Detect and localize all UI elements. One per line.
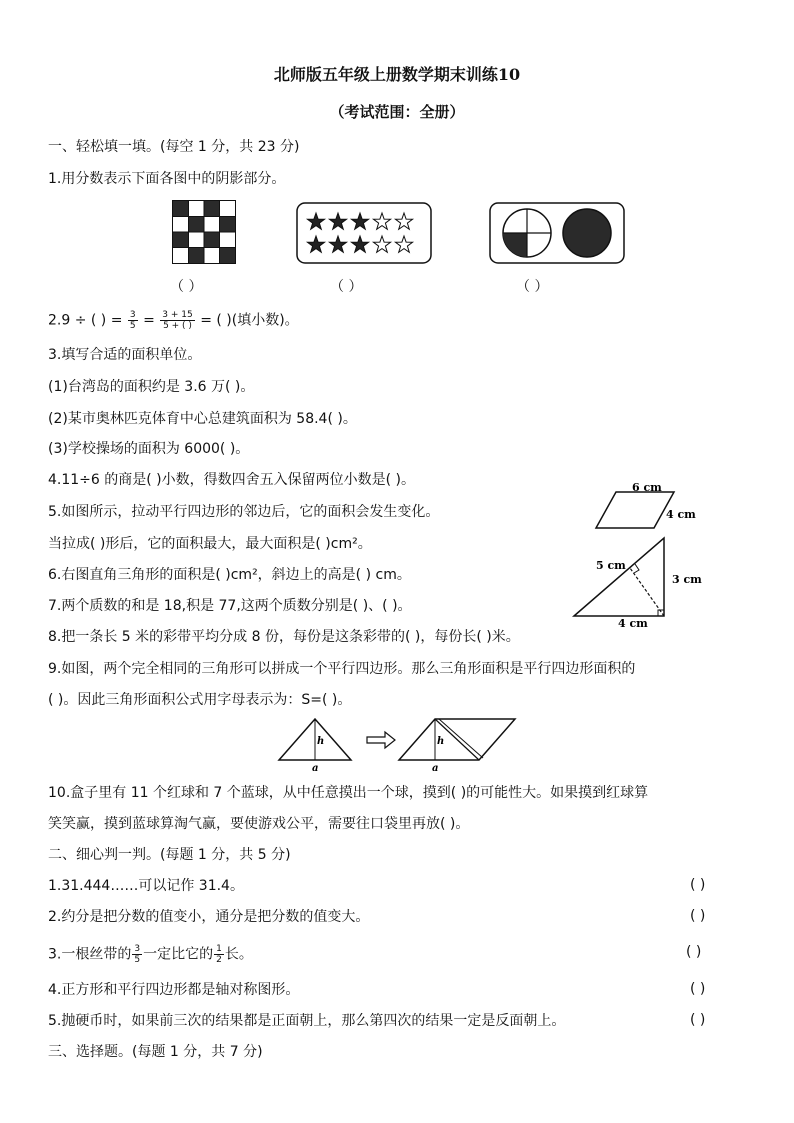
judge-3-blank[interactable]: ( ) — [686, 944, 702, 960]
shaded-circle — [563, 209, 611, 257]
grid-lines — [173, 201, 235, 263]
star-filled-icon — [307, 213, 324, 229]
arrow-right-icon — [367, 732, 395, 748]
answer-blank-c[interactable]: （ ） — [516, 279, 549, 295]
fraction-3-5 — [132, 944, 142, 965]
q10a-text: 10.盒子里有 11 个红球和 7 个蓝球，从中任意摸出一个球，摸到( )的可能性大。如果摸到红球算 — [48, 785, 649, 801]
q2-equals: = — [143, 312, 155, 329]
star-empty-icon — [373, 213, 390, 229]
judge-2-blank[interactable]: ( ) — [690, 908, 706, 924]
label-a: a — [432, 763, 439, 772]
q10b-text: 笑笑赢，摸到蓝球算淘气赢，要使游戏公平，需要往口袋里再放( )。 — [48, 816, 470, 832]
star-empty-icon — [395, 213, 412, 229]
judge-1-text: 1.31.444……可以记作 31.4。 — [48, 878, 244, 894]
section2-heading: 二、细心判一判。(每题 1 分，共 5 分) — [48, 847, 291, 863]
answer-blank-b[interactable]: （ ） — [330, 279, 363, 295]
checkerboard-figure — [172, 200, 236, 264]
judge-3-line — [48, 944, 253, 965]
q2-part2: = ( )(填小数)。 — [200, 312, 299, 329]
q2-line — [48, 310, 299, 331]
fraction-numerator: 3 — [134, 944, 141, 954]
judge-5-text: 5.抛硬币时，如果前三次的结果都是正面朝上，那么第四次的结果一定是反面朝上。 — [48, 1013, 566, 1029]
fraction-denominator: 5 + ( ) — [163, 321, 192, 331]
q7-text: 7.两个质数的和是 18,积是 77,这两个质数分别是( )、( )。 — [48, 598, 412, 614]
section3-heading: 三、选择题。(每题 1 分，共 7 分) — [48, 1044, 263, 1060]
star-empty-icon — [395, 236, 412, 252]
judge-1-blank[interactable]: ( ) — [690, 877, 706, 893]
fraction-expression — [160, 310, 194, 331]
q9a-text: 9.如图，两个完全相同的三角形可以拼成一个平行四边形。那么三角形面积是平行四边形面积的 — [48, 661, 636, 677]
page-title: 北师版五年级上册数学期末训练10 — [273, 65, 521, 84]
fraction-numerator: 3 + 15 — [162, 310, 193, 320]
star-empty-icon — [373, 236, 390, 252]
star-filled-icon — [329, 236, 346, 252]
q5b-text: 当拉成( )形后，它的面积最大，最大面积是( )cm²。 — [48, 536, 372, 552]
q1-text: 1.用分数表示下面各图中的阴影部分。 — [48, 171, 286, 187]
q8-text: 8.把一条长 5 米的彩带平均分成 8 份，每份是这条彩带的( )，每份长( )米。 — [48, 629, 520, 645]
judge-3-pre: 3.一根丝带的 — [48, 946, 132, 963]
fraction-denominator: 2 — [216, 955, 222, 965]
star-filled-icon — [329, 213, 346, 229]
q3-1-text: (1)台湾岛的面积约是 3.6 万( )。 — [48, 379, 255, 395]
star-filled-icon — [307, 236, 324, 252]
judge-4-blank[interactable]: ( ) — [690, 981, 706, 997]
label-h: h — [317, 736, 325, 747]
q9b-text: ( )。因此三角形面积公式用字母表示为：S=( )。 — [48, 692, 352, 708]
triangle-to-parallelogram-figure — [275, 716, 525, 772]
label-a: a — [312, 763, 319, 772]
q5a-text: 5.如图所示，拉动平行四边形的邻边后，它的面积会发生变化。 — [48, 504, 440, 520]
judge-3-post: 长。 — [224, 946, 253, 963]
fraction-denominator: 5 — [134, 955, 141, 965]
fraction-1-2 — [214, 944, 224, 965]
label-5cm: 5 cm — [596, 559, 626, 572]
label-h: h — [437, 736, 445, 747]
fraction-numerator: 1 — [216, 944, 222, 954]
q4-text: 4.11÷6 的商是( )小数，得数四舍五入保留两位小数是( )。 — [48, 472, 416, 488]
circles-figure — [489, 202, 625, 264]
judge-3-mid: 一定比它的 — [143, 946, 214, 963]
q3-2-text: (2)某市奥林匹克体育中心总建筑面积为 58.4( )。 — [48, 411, 357, 427]
judge-5-blank[interactable]: ( ) — [690, 1012, 706, 1028]
page-subtitle: （考试范围：全册） — [329, 103, 465, 121]
q3-text: 3.填写合适的面积单位。 — [48, 347, 202, 363]
right-triangle-figure — [568, 533, 708, 628]
shaded-quarter — [503, 233, 527, 257]
stars-figure — [296, 202, 432, 264]
label-3cm: 3 cm — [672, 573, 702, 586]
judge-2-text: 2.约分是把分数的值变小，通分是把分数的值变大。 — [48, 909, 370, 925]
label-6cm: 6 cm — [632, 482, 662, 494]
star-filled-icon — [351, 213, 368, 229]
judge-4-text: 4.正方形和平行四边形都是轴对称图形。 — [48, 982, 300, 998]
section1-heading: 一、轻松填一填。(每空 1 分，共 23 分) — [48, 139, 300, 155]
fraction-3-5 — [128, 310, 138, 331]
q2-part1: 2.9 ÷ ( ) = — [48, 312, 123, 329]
q3-3-text: (3)学校操场的面积为 6000( )。 — [48, 441, 250, 457]
parallelogram-figure — [594, 482, 714, 532]
star-filled-icon — [351, 236, 368, 252]
fraction-denominator: 5 — [129, 321, 136, 331]
q6-text: 6.右图直角三角形的面积是( )cm²，斜边上的高是( ) cm。 — [48, 567, 411, 583]
fraction-numerator: 3 — [129, 310, 136, 320]
answer-blank-a[interactable]: （ ） — [170, 279, 203, 295]
label-4cm-base: 4 cm — [618, 617, 648, 628]
label-4cm: 4 cm — [666, 508, 696, 521]
